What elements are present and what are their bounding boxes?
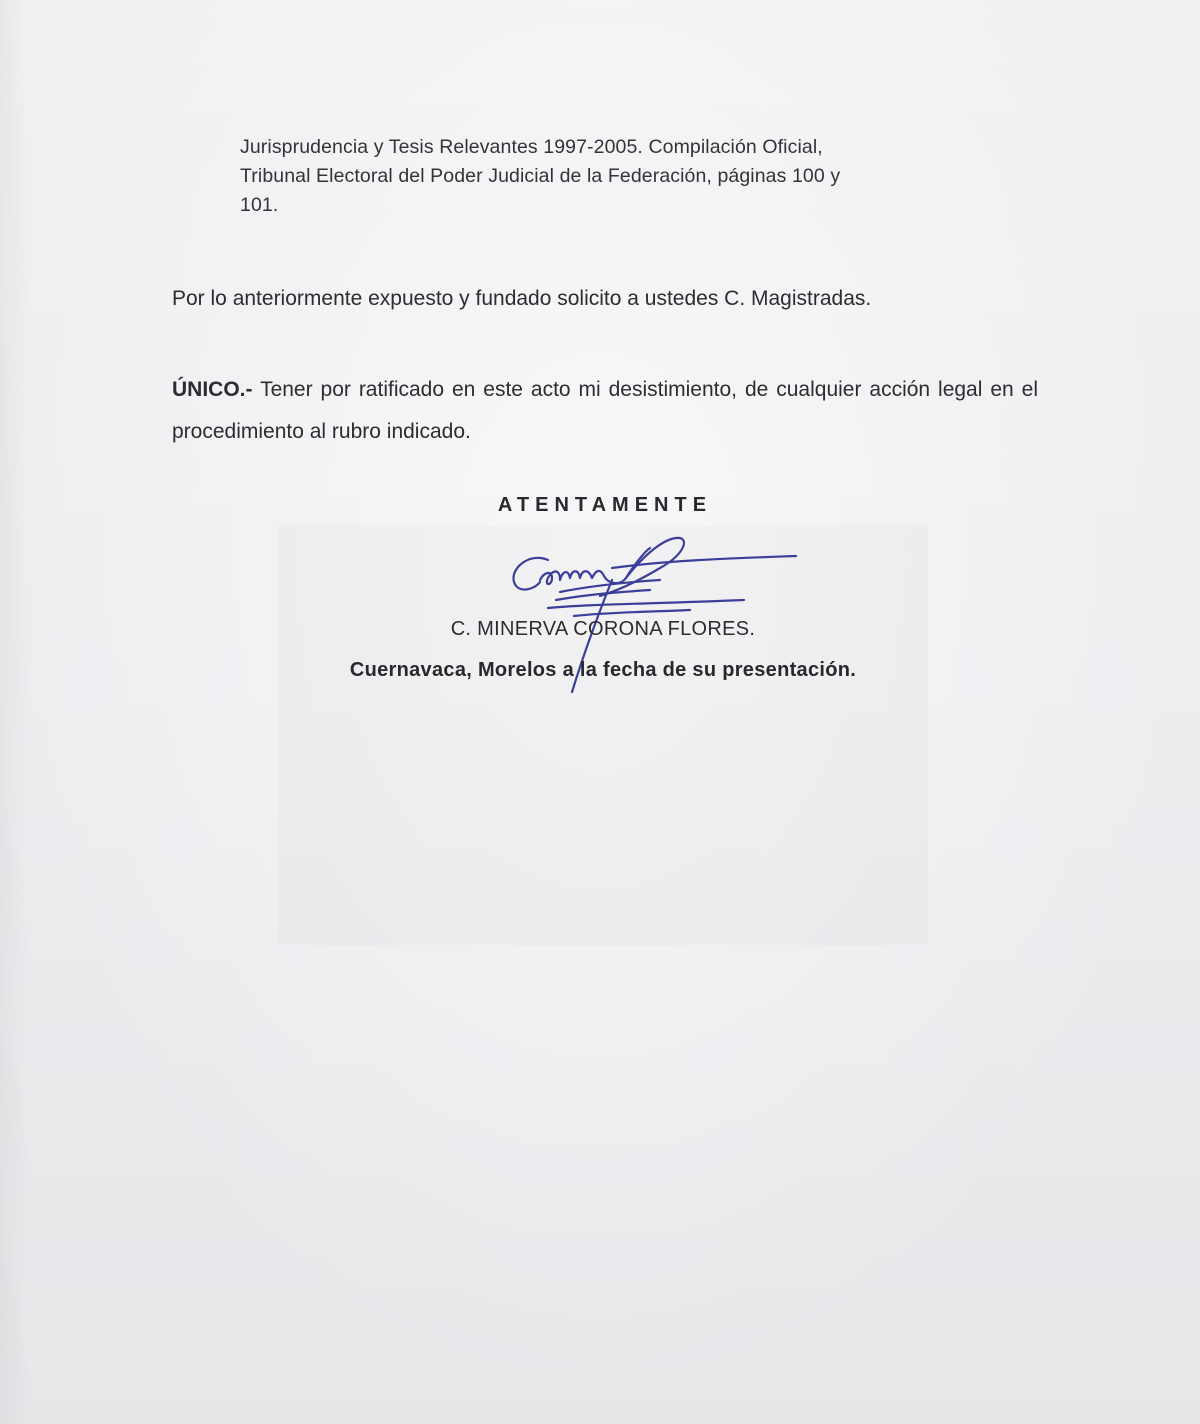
citation-paragraph xyxy=(240,133,920,220)
request-paragraph: Por lo anteriormente expuesto y fundado solicito a ustedes C. Magistradas. xyxy=(172,287,872,310)
petition-label: ÚNICO.- xyxy=(172,378,253,401)
closing-salutation: ATENTAMENTE xyxy=(497,494,713,516)
petition-paragraph xyxy=(172,369,1038,453)
petition-text: Tener por ratificado en este acto mi desistimiento, de cualquier acción legal en el procedimiento al rubro indicado. xyxy=(172,378,1038,443)
citation-line: Jurisprudencia y Tesis Relevantes 1997-2005. Compilación Oficial, xyxy=(240,136,823,158)
place-and-date: Cuernavaca, Morelos a la fecha de su presentación. xyxy=(349,659,857,681)
page-shadow xyxy=(0,0,30,1424)
signer-name: C. MINERVA CORONA FLORES. xyxy=(450,618,756,640)
citation-line: 101. xyxy=(240,194,279,216)
citation-line: Tribunal Electoral del Poder Judicial de la Federación, páginas 100 y xyxy=(240,165,841,187)
